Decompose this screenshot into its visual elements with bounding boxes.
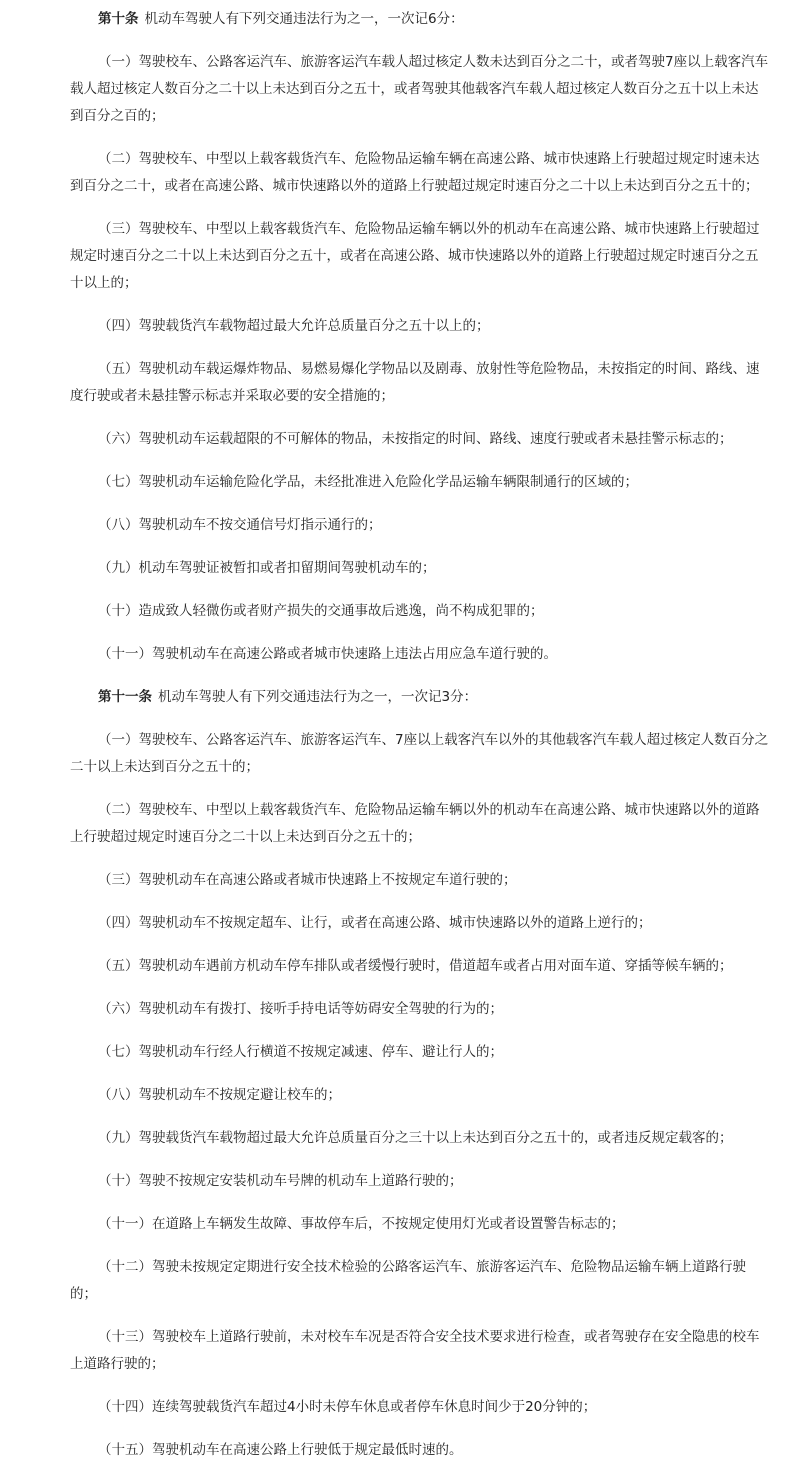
article-11-heading <box>70 684 769 711</box>
article-10-item-1: （一）驾驶校车、公路客运汽车、旅游客运汽车载人超过核定人数未达到百分之二十，或者驾驶7座以上载客汽车载人超过核定人数百分之二十以上未达到百分之五十，或者驾驶其他载客汽车载人超过核定人数百分之五十以上未达到百分之百的； <box>70 54 769 124</box>
article-11-item-4: （四）驾驶机动车不按规定超车、让行，或者在高速公路、城市快速路以外的道路上逆行的； <box>98 915 652 931</box>
article-11-item-5: （五）驾驶机动车遇前方机动车停车排队或者缓慢行驶时，借道超车或者占用对面车道、穿插等候车辆的； <box>98 958 733 974</box>
article-11-item-2: （二）驾驶校车、中型以上载客载货汽车、危险物品运输车辆以外的机动车在高速公路、城市快速路以外的道路上行驶超过规定时速百分之二十以上未达到百分之五十的； <box>70 802 760 845</box>
article-11-item-13: （十三）驾驶校车上道路行驶前，未对校车车况是否符合安全技术要求进行检查，或者驾驶存在安全隐患的校车上道路行驶的； <box>70 1329 760 1372</box>
article-10-item-10: （十）造成致人轻微伤或者财产损失的交通事故后逃逸，尚不构成犯罪的； <box>98 603 544 619</box>
article-10-heading <box>70 6 769 33</box>
article-10-item-3: （三）驾驶校车、中型以上载客载货汽车、危险物品运输车辆以外的机动车在高速公路、城市快速路上行驶超过规定时速百分之二十以上未达到百分之五十，或者在高速公路、城市快速路以外的道路上行驶超过规定时速百分之五十以上的； <box>70 221 760 291</box>
article-11-item-6: （六）驾驶机动车有拨打、接听手持电话等妨碍安全驾驶的行为的； <box>98 1001 503 1017</box>
article-10-item-4: （四）驾驶载货汽车载物超过最大允许总质量百分之五十以上的； <box>98 318 490 334</box>
article-11-item-15: （十五）驾驶机动车在高速公路上行驶低于规定最低时速的。 <box>98 1442 463 1458</box>
article-11-intro: 机动车驾驶人有下列交通违法行为之一，一次记3分： <box>158 689 478 705</box>
article-11-item-9: （九）驾驶载货汽车载物超过最大允许总质量百分之三十以上未达到百分之五十的，或者违反规定载客的； <box>98 1130 733 1146</box>
article-11-item-12: （十二）驾驶未按规定定期进行安全技术检验的公路客运汽车、旅游客运汽车、危险物品运输车辆上道路行驶的； <box>70 1259 746 1302</box>
article-11-item-1: （一）驾驶校车、公路客运汽车、旅游客运汽车、7座以上载客汽车以外的其他载客汽车载人超过核定人数百分之二十以上未达到百分之五十的； <box>70 732 769 775</box>
article-10-number: 第十条 <box>98 11 139 27</box>
article-10-intro: 机动车驾驶人有下列交通违法行为之一，一次记6分： <box>144 11 464 27</box>
article-11-number: 第十一条 <box>98 689 152 705</box>
article-11-item-14: （十四）连续驾驶载货汽车超过4小时未停车休息或者停车休息时间少于20分钟的； <box>98 1399 597 1415</box>
article-11-item-10: （十）驾驶不按规定安装机动车号牌的机动车上道路行驶的； <box>98 1173 463 1189</box>
article-10-item-2: （二）驾驶校车、中型以上载客载货汽车、危险物品运输车辆在高速公路、城市快速路上行驶超过规定时速未达到百分之二十，或者在高速公路、城市快速路以外的道路上行驶超过规定时速百分之二十以上未达到百分之五十的； <box>70 151 760 194</box>
article-11-item-3: （三）驾驶机动车在高速公路或者城市快速路上不按规定车道行驶的； <box>98 872 517 888</box>
article-11-item-8: （八）驾驶机动车不按规定避让校车的； <box>98 1087 341 1103</box>
article-10-item-6: （六）驾驶机动车运载超限的不可解体的物品，未按指定的时间、路线、速度行驶或者未悬挂警示标志的； <box>98 431 733 447</box>
article-10-item-9: （九）机动车驾驶证被暂扣或者扣留期间驾驶机动车的； <box>98 560 436 576</box>
article-10-item-5: （五）驾驶机动车载运爆炸物品、易燃易爆化学物品以及剧毒、放射性等危险物品，未按指定的时间、路线、速度行驶或者未悬挂警示标志并采取必要的安全措施的； <box>70 361 760 404</box>
article-10-item-11: （十一）驾驶机动车在高速公路或者城市快速路上违法占用应急车道行驶的。 <box>98 646 557 662</box>
article-11-item-7: （七）驾驶机动车行经人行横道不按规定减速、停车、避让行人的； <box>98 1044 503 1060</box>
article-10-item-7: （七）驾驶机动车运输危险化学品，未经批准进入危险化学品运输车辆限制通行的区域的； <box>98 474 638 490</box>
article-10-item-8: （八）驾驶机动车不按交通信号灯指示通行的； <box>98 517 382 533</box>
article-11-item-11: （十一）在道路上车辆发生故障、事故停车后，不按规定使用灯光或者设置警告标志的； <box>98 1216 625 1232</box>
